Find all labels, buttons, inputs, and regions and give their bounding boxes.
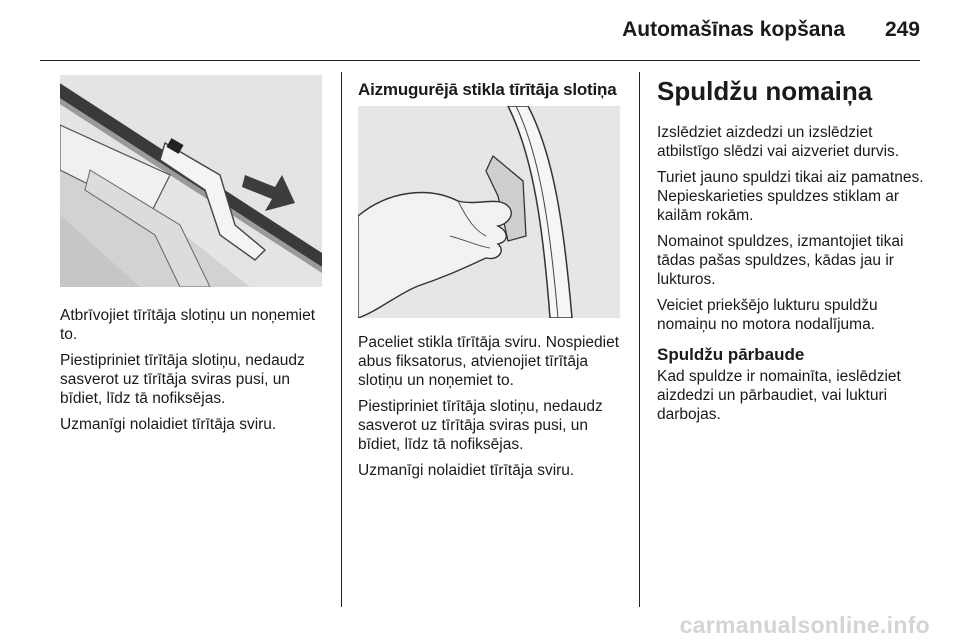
column-3-text — [657, 123, 925, 431]
column-divider-1 — [341, 72, 342, 607]
rear-wiper-heading: Aizmugurējā stikla tīrītāja slotiņa — [358, 80, 617, 99]
bulb-replacement-heading: Spuldžu nomaiņa — [657, 76, 873, 106]
paragraph: Piestipriniet tīrītāja slotiņu, nedaudz sasverot uz tīrītāja sviras pusi, un bīdiet, līdz tā nofiksējas. — [60, 352, 305, 407]
paragraph: Izslēdziet aizdedzi un izslēdziet atbilstīgo slēdzi vai aizveriet durvis. — [657, 124, 900, 160]
paragraph: Nomainot spuldzes, izmantojiet tikai tādas pašas spuldzes, kādas jau ir lukturos. — [657, 233, 904, 288]
paragraph: Atbrīvojiet tīrītāja slotiņu un noņemiet to. — [60, 307, 316, 343]
rear-wiper-illustration — [358, 106, 620, 318]
page-number: 249 — [884, 18, 920, 41]
paragraph: Uzmanīgi nolaidiet tīrītāja sviru. — [358, 462, 575, 479]
paragraph: Veiciet priekšējo lukturu spuldžu nomaiņu no motora nodalījuma. — [657, 297, 878, 333]
page-header-title: Automašīnas kopšana — [622, 18, 845, 41]
column-2-text — [358, 333, 626, 487]
paragraph: Paceliet stikla tīrītāja sviru. Nospiediet abus fiksatorus, atvienojiet tīrītāja slotiņu un noņemiet to. — [358, 334, 620, 389]
column-1-text — [60, 306, 328, 441]
header-rule — [40, 60, 920, 61]
paragraph: Turiet jauno spuldzi tikai aiz pamatnes. Nepieskarieties spuldzes stiklam ar kailām rokām. — [657, 169, 924, 224]
paragraph: Piestipriniet tīrītāja slotiņu, nedaudz sasverot uz tīrītāja sviras pusi, un bīdiet, līdz tā nofiksējas. — [358, 398, 603, 453]
paragraph: Kad spuldze ir nomainīta, ieslēdziet aizdedzi un pārbaudiet, vai lukturi darbojas. — [657, 368, 901, 423]
bulb-check-heading: Spuldžu pārbaude — [657, 345, 805, 364]
watermark: carmanualsonline.info — [679, 612, 930, 638]
wiper-blade-removal-illustration — [60, 75, 322, 287]
column-divider-2 — [639, 72, 640, 607]
paragraph: Uzmanīgi nolaidiet tīrītāja sviru. — [60, 416, 277, 433]
